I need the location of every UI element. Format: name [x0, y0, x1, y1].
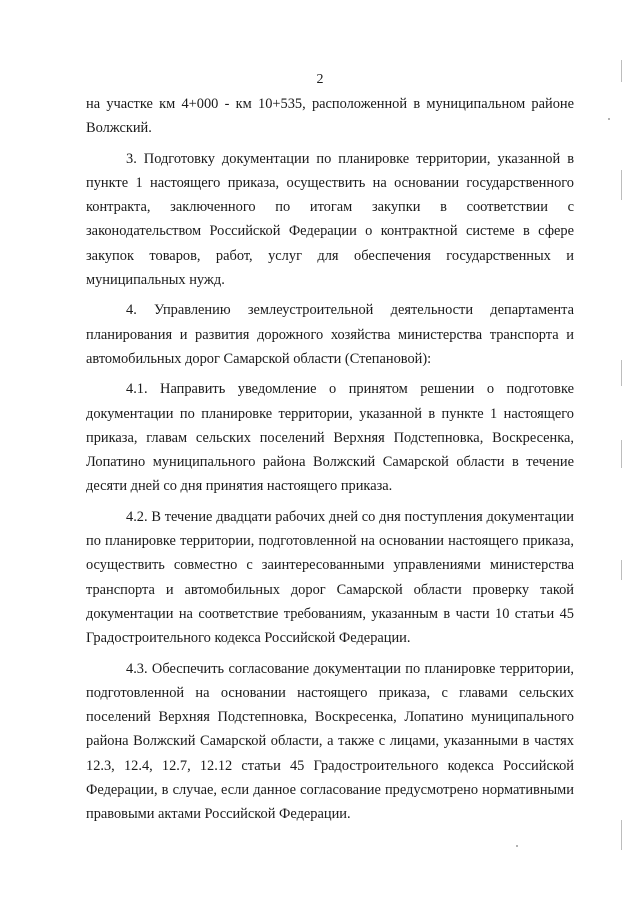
scan-edge-mark — [621, 820, 622, 850]
paragraph-continuation: на участке км 4+000 - км 10+535, расположенной в муниципальном районе Волжский. — [86, 96, 574, 137]
paragraph-4: 4. Управлению землеустроительной деятельности департамента планирования и развития дорожного хозяйства министерства транспорта и автомобильных дорог Самарской области (Степановой): — [86, 302, 574, 367]
paragraph-4-1: 4.1. Направить уведомление о принятом решении о подготовке документации по планировке территории, указанной в пункте 1 настоящего приказа, главам сельских поселений Верхняя Подстепновка, Воскресенка, Лопатино муниципального района Волжский Самарской области в течение десяти дней со дня принятия настоящего приказа. — [86, 381, 574, 495]
paragraph-3: 3. Подготовку документации по планировке территории, указанной в пункте 1 настоящего приказа, осуществить на основании государственного контракта, заключенного по итогам закупки в соответствии с законодательством Российской Федерации о контрактной системе в сфере закупок товаров, работ, услуг для обеспечения государственных и муниципальных нужд. — [86, 150, 574, 289]
paragraph-4-3: 4.3. Обеспечить согласование документации по планировке территории, подготовленной на основании настоящего приказа, с главами сельских поселений Верхняя Подстепновка, Воскресенка, Лопатино муниципального района Волжский Самарской области, а также с лицами, указанными в частях 12.3, 12.4, 12.7, 12.12 статьи 45 Градостроительного кодекса Российской Федерации, в случае, если данное согласование предусмотрено нормативными правовыми актами Российской Федерации. — [86, 660, 574, 823]
document-body — [86, 92, 574, 827]
page-number: 2 — [316, 72, 324, 87]
paragraph-4-2: 4.2. В течение двадцати рабочих дней со дня поступления документации по планировке территории, подготовленной на основании настоящего приказа, осуществить совместно с заинтересованными управлениями министерства транспорта и автомобильных дорог Самарской области проверку такой документации на соответствие требованиям, указанным в части 10 статьи 45 Градостроительного кодекса Российской Федерации. — [86, 508, 574, 647]
scan-speck — [516, 845, 518, 847]
scan-edge-mark — [621, 170, 622, 200]
scan-edge-mark — [621, 440, 622, 468]
scan-edge-mark — [621, 360, 622, 386]
scan-edge-mark — [621, 560, 622, 580]
scan-speck — [608, 118, 610, 120]
scan-edge-mark — [621, 60, 622, 82]
